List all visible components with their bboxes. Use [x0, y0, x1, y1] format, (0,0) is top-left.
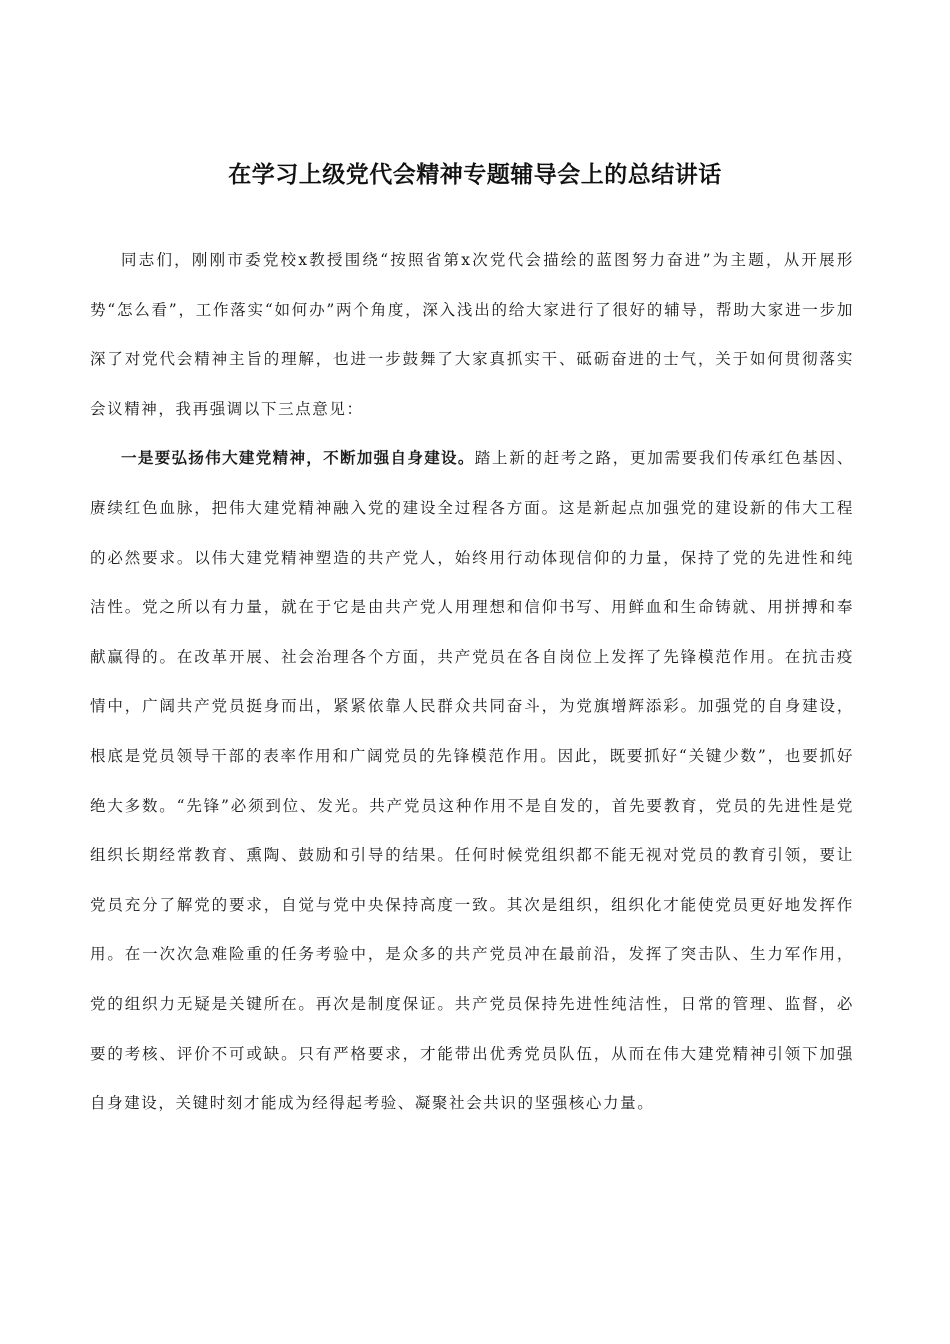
paragraph-intro-text: 同志们，刚刚市委党校x教授围绕“按照省第x次党代会描绘的蓝图努力奋进”为主题，从开展形势“怎么看”，工作落实“如何办”两个角度，深入浅出的给大家进行了很好的辅导，帮助大家进一步加深了对党代会精神主旨的理解，也进一步鼓舞了大家真抓实干、砥砺奋进的士气，关于如何贯彻落实会议精神，我再强调以下三点意见：: [90, 251, 854, 418]
paragraph-intro: [90, 236, 854, 434]
document-body: [90, 236, 854, 1129]
paragraph-point-one: [90, 434, 854, 1128]
paragraph-point-one-lead: 一是要弘扬伟大建党精神，不断加强自身建设。: [121, 449, 475, 468]
document-title: 在学习上级党代会精神专题辅导会上的总结讲话: [228, 162, 722, 188]
paragraph-point-one-text: 踏上新的赶考之路，更加需要我们传承红色基因、赓续红色血脉，把伟大建党精神融入党的建设全过程各方面。这是新起点加强党的建设新的伟大工程的必然要求。以伟大建党精神塑造的共产党人，始终用行动体现信仰的力量，保持了党的先进性和纯洁性。党之所以有力量，就在于它是由共产党人用理想和信仰书写、用鲜血和生命铸就、用拼搏和奉献赢得的。在改革开展、社会治理各个方面，共产党员在各自岗位上发挥了先锋模范作用。在抗击疫情中，广阔共产党员挺身而出，紧紧依靠人民群众共同奋斗，为党旗增辉添彩。加强党的自身建设，根底是党员领导干部的表率作用和广阔党员的先锋模范作用。因此，既要抓好“关键少数”，也要抓好绝大多数。“先锋”必须到位、发光。共产党员这种作用不是自发的，首先要教育，党员的先进性是党组织长期经常教育、熏陶、鼓励和引导的结果。任何时候党组织都不能无视对党员的教育引领，要让党员充分了解党的要求，自觉与党中央保持高度一致。其次是组织，组织化才能使党员更好地发挥作用。在一次次急难险重的任务考验中，是众多的共产党员冲在最前沿，发挥了突击队、生力军作用，党的组织力无疑是关键所在。再次是制度保证。共产党员保持先进性纯洁性，日常的管理、监督，必要的考核、评价不可或缺。只有严格要求，才能带出优秀党员队伍，从而在伟大建党精神引领下加强自身建设，关键时刻才能成为经得起考验、凝聚社会共识的坚强核心力量。: [90, 449, 854, 1113]
